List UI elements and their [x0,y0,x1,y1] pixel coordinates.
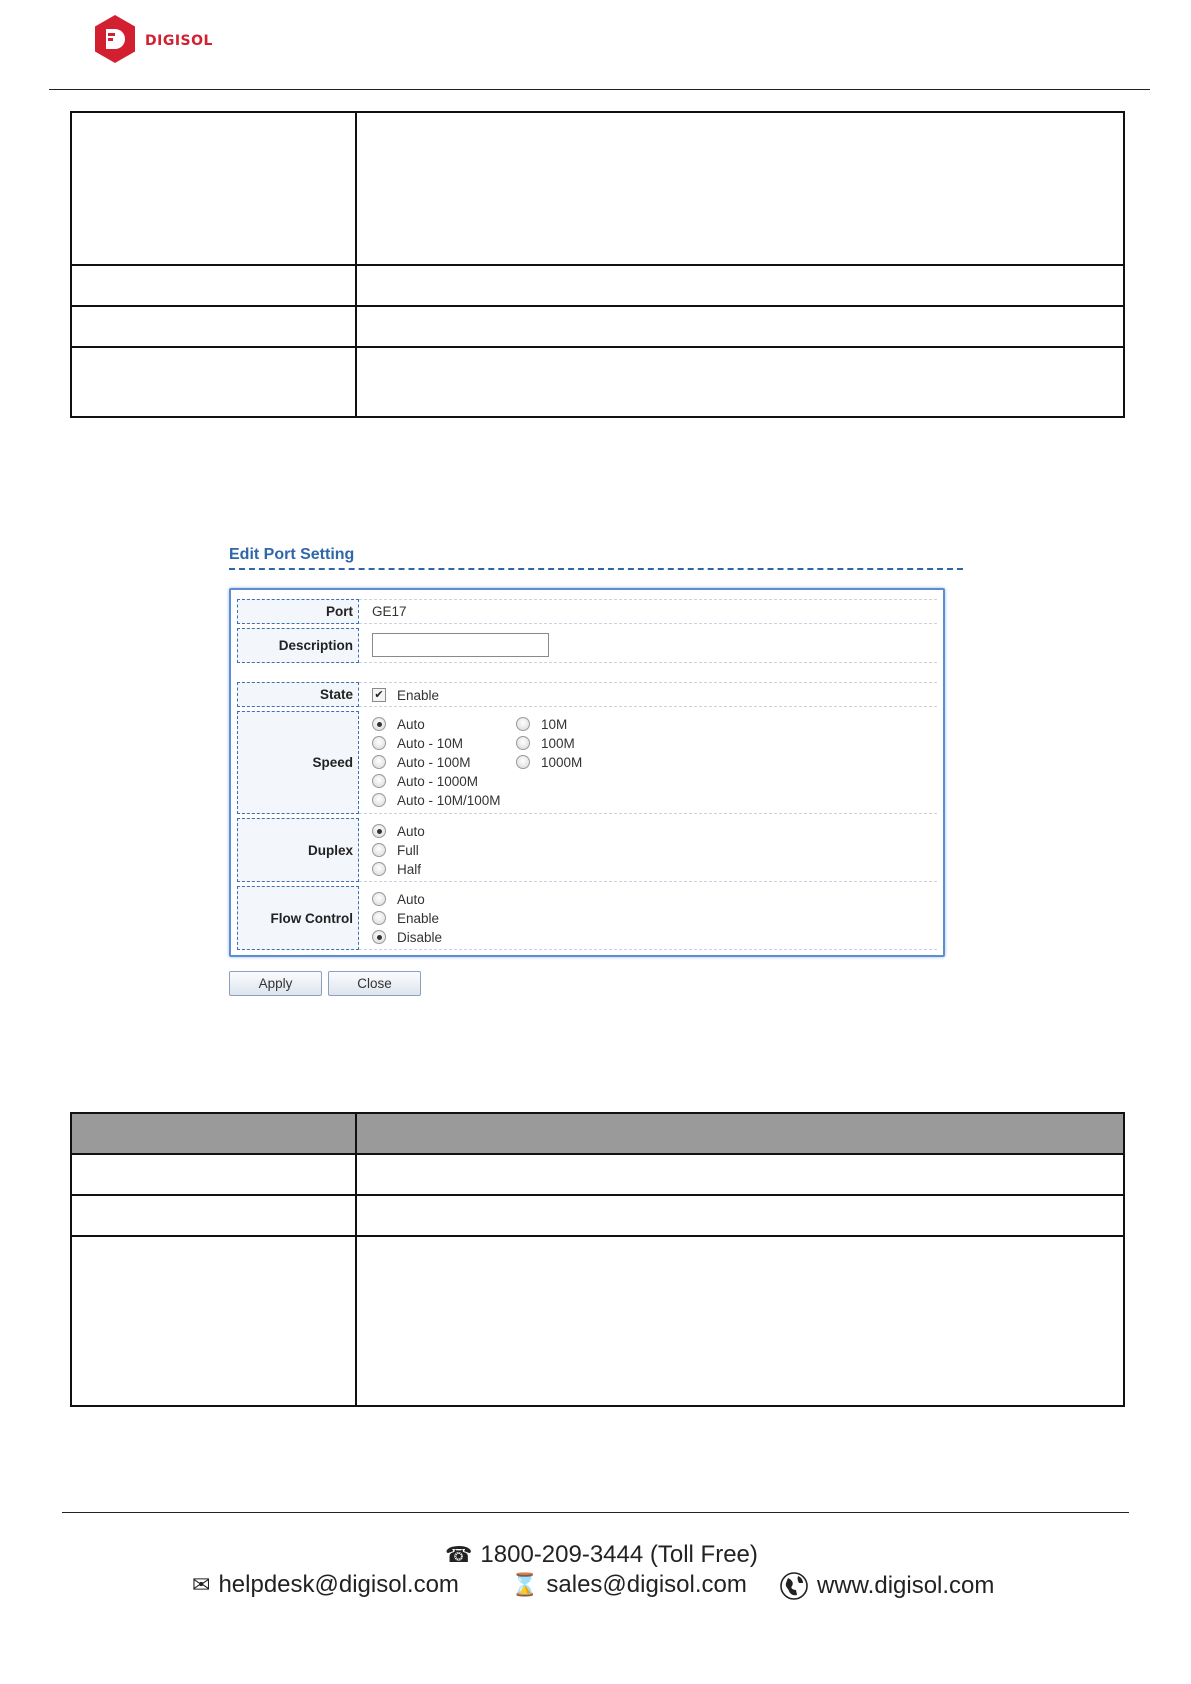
port-label: Port [237,599,359,624]
speed-option-label: Auto - 100M [397,754,471,770]
duplex-option-label: Auto [397,823,425,839]
mail-icon: ✉ [192,1572,211,1597]
table-cell [71,347,356,417]
table-cell [356,306,1124,347]
bottom-table [70,1112,1125,1407]
duplex-label: Duplex [237,818,359,882]
website-link[interactable]: www.digisol.com [817,1572,995,1599]
logo-icon [93,14,137,64]
speed-label: Speed [237,711,359,814]
speed-option-auto[interactable] [372,716,425,732]
radio-selected-icon[interactable] [372,824,386,838]
brand-logo [93,14,229,66]
table-cell [71,112,356,265]
speed-value-cell [359,711,937,814]
globe-icon [779,1571,809,1601]
table-cell [356,1154,1124,1195]
speed-option-auto-100m[interactable] [372,754,471,770]
speed-option-label: Auto [397,716,425,732]
state-enable-label: Enable [397,687,440,703]
flow-control-option-label: Disable [397,929,443,945]
radio-icon[interactable] [372,911,386,925]
table-header-cell [71,1113,356,1154]
header-divider [49,89,1150,90]
edit-port-panel [229,588,945,957]
radio-icon[interactable] [372,793,386,807]
radio-icon[interactable] [372,755,386,769]
radio-icon[interactable] [372,862,386,876]
port-value: GE17 [372,604,407,619]
flow-control-value-cell [359,886,937,950]
panel-title: Edit Port Setting [229,546,355,563]
phone-number: 1800-209-3444 (Toll Free) [480,1541,758,1568]
radio-icon[interactable] [372,736,386,750]
speed-option-auto-1000m[interactable] [372,773,478,789]
radio-icon[interactable] [516,736,530,750]
table-cell [71,306,356,347]
table-cell [71,265,356,306]
radio-icon[interactable] [372,892,386,906]
state-enable-option[interactable] [372,687,439,703]
radio-icon[interactable] [372,843,386,857]
speed-option-label: 10M [541,716,568,732]
speed-option-label: 100M [541,735,575,751]
speed-option-10m[interactable] [516,716,567,732]
flow-control-option-auto[interactable] [372,891,425,907]
footer-website[interactable] [779,1571,994,1601]
flow-control-row [237,886,937,950]
speed-option-1000m[interactable] [516,754,582,770]
duplex-option-label: Half [397,861,422,877]
flow-control-option-label: Auto [397,891,425,907]
duplex-option-full[interactable] [372,842,419,858]
table-cell [71,1236,356,1406]
duplex-row [237,818,937,882]
speed-option-label: 1000M [541,754,583,770]
description-input[interactable] [372,633,549,657]
apply-button[interactable]: Apply [229,971,322,996]
speed-option-label: Auto - 10M [397,735,464,751]
flow-control-option-disable[interactable] [372,929,442,945]
state-value-cell [359,682,937,707]
port-value-cell [359,599,937,624]
speed-option-auto-10m[interactable] [372,735,463,751]
description-label: Description [237,628,359,663]
speed-option-100m[interactable] [516,735,575,751]
speed-option-auto-10m-100m[interactable] [372,792,501,808]
footer-divider [62,1512,1129,1513]
radio-icon[interactable] [372,774,386,788]
flow-control-label: Flow Control [237,886,359,950]
footer-phone [445,1541,758,1569]
speed-option-label: Auto - 1000M [397,773,479,789]
radio-icon[interactable] [516,717,530,731]
brand-name: DIGISOL [145,33,213,49]
checkbox-checked-icon[interactable]: ✔ [372,688,386,702]
phone-icon: ☎ [445,1542,473,1567]
close-button[interactable]: Close [328,971,421,996]
duplex-option-half[interactable] [372,861,421,877]
flow-control-option-label: Enable [397,910,440,926]
panel-title-divider [229,568,963,570]
footer-helpdesk[interactable] [192,1571,459,1599]
table-cell [356,1236,1124,1406]
duplex-option-label: Full [397,842,419,858]
description-row [237,628,937,663]
duplex-option-auto[interactable] [372,823,425,839]
speed-row [237,711,937,814]
state-label: State [237,682,359,707]
state-row [237,682,937,707]
flow-control-option-enable[interactable] [372,910,439,926]
table-header-cell [356,1113,1124,1154]
duplex-value-cell [359,818,937,882]
radio-icon[interactable] [516,755,530,769]
radio-selected-icon[interactable] [372,717,386,731]
table-cell [356,265,1124,306]
helpdesk-email[interactable]: helpdesk@digisol.com [218,1571,459,1598]
radio-selected-icon[interactable] [372,930,386,944]
hourglass-icon: ⌛ [511,1572,539,1597]
top-table [70,111,1125,418]
table-cell [71,1154,356,1195]
speed-option-label: Auto - 10M/100M [397,792,501,808]
table-cell [356,1195,1124,1236]
port-row [237,599,937,624]
table-cell [356,112,1124,265]
table-cell [356,347,1124,417]
table-cell [71,1195,356,1236]
sales-email[interactable]: sales@digisol.com [546,1571,747,1598]
footer-sales[interactable] [511,1571,747,1599]
